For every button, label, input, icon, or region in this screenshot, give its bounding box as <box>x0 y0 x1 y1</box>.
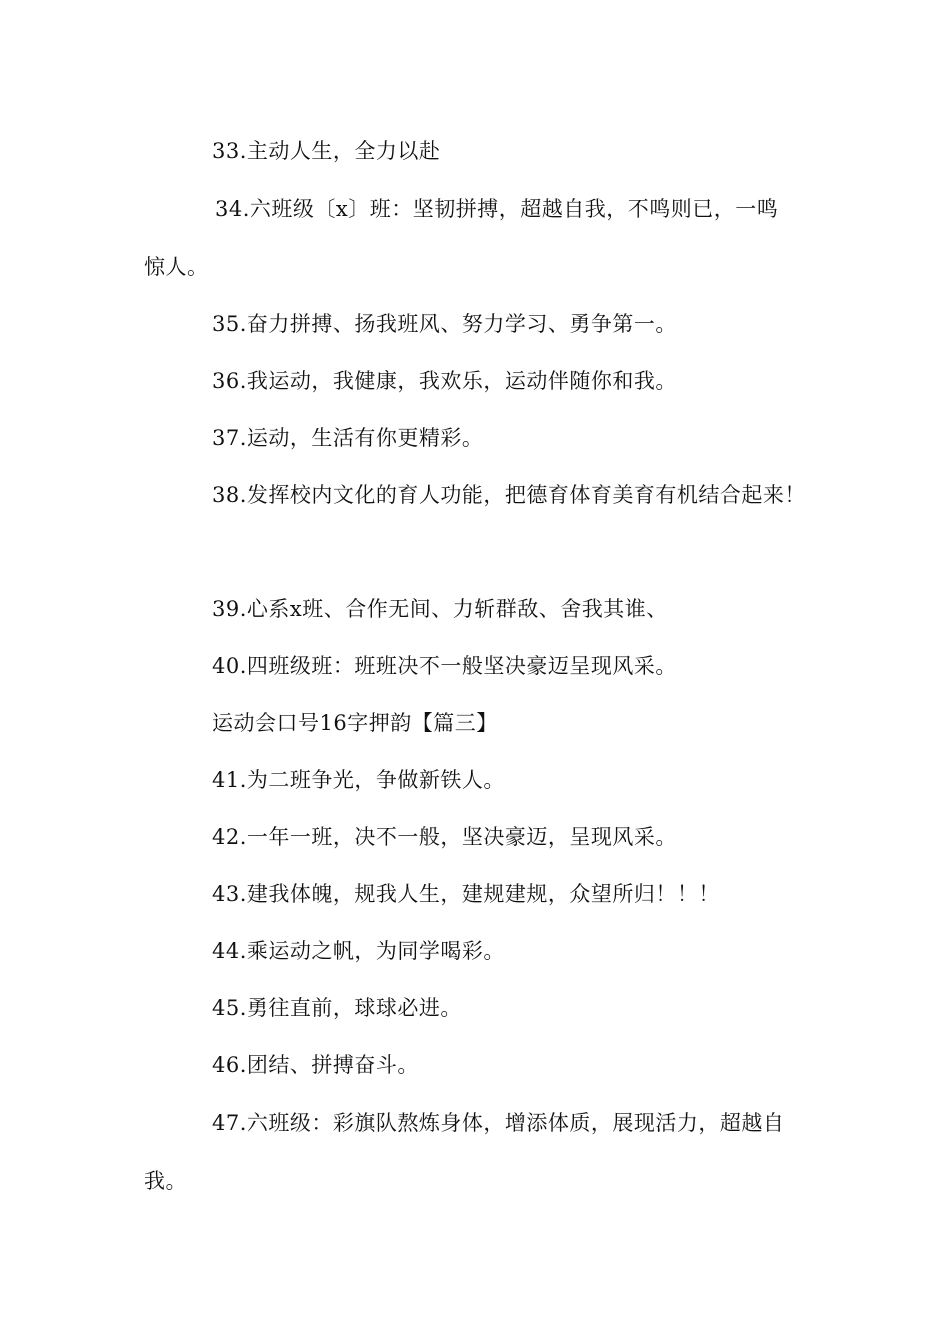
slogan-38: 38.发挥校内文化的育人功能，把德育体育美育有机结合起来！ <box>212 483 806 507</box>
slogan-46: 46.团结、拼搏奋斗。 <box>212 1053 419 1077</box>
slogan-33: 33.主动人生，全力以赴 <box>212 139 441 163</box>
slogan-43: 43.建我体魄，规我人生，建规建规，众望所归！！！ <box>212 882 720 906</box>
slogan-47: 47.六班级：彩旗队熬炼身体，增添体质，展现活力，超越自 <box>212 1111 785 1135</box>
slogan-44: 44.乘运动之帆，为同学喝彩。 <box>212 939 505 963</box>
slogan-34-continued: 惊人。 <box>144 255 209 279</box>
slogan-47-continued: 我。 <box>144 1169 187 1193</box>
slogan-42: 42.一年一班，决不一般，坚决豪迈，呈现风采。 <box>212 825 677 849</box>
section-heading: 运动会口号16字押韵【篇三】 <box>212 711 498 735</box>
slogan-37: 37.运动，生活有你更精彩。 <box>212 426 484 450</box>
slogan-45: 45.勇往直前，球球必进。 <box>212 996 462 1020</box>
slogan-39: 39.心系x班、合作无间、力斩群敌、舍我其谁、 <box>212 597 668 621</box>
slogan-36: 36.我运动，我健康，我欢乐，运动伴随你和我。 <box>212 369 677 393</box>
slogan-40: 40.四班级班：班班决不一般坚决豪迈呈现风采。 <box>212 654 677 678</box>
slogan-35: 35.奋力拼搏、扬我班风、努力学习、勇争第一。 <box>212 312 677 336</box>
slogan-41: 41.为二班争光，争做新铁人。 <box>212 768 505 792</box>
slogan-34: 34.六班级〔x〕班：坚韧拼搏，超越自我，不鸣则已，一鸣 <box>215 197 779 221</box>
